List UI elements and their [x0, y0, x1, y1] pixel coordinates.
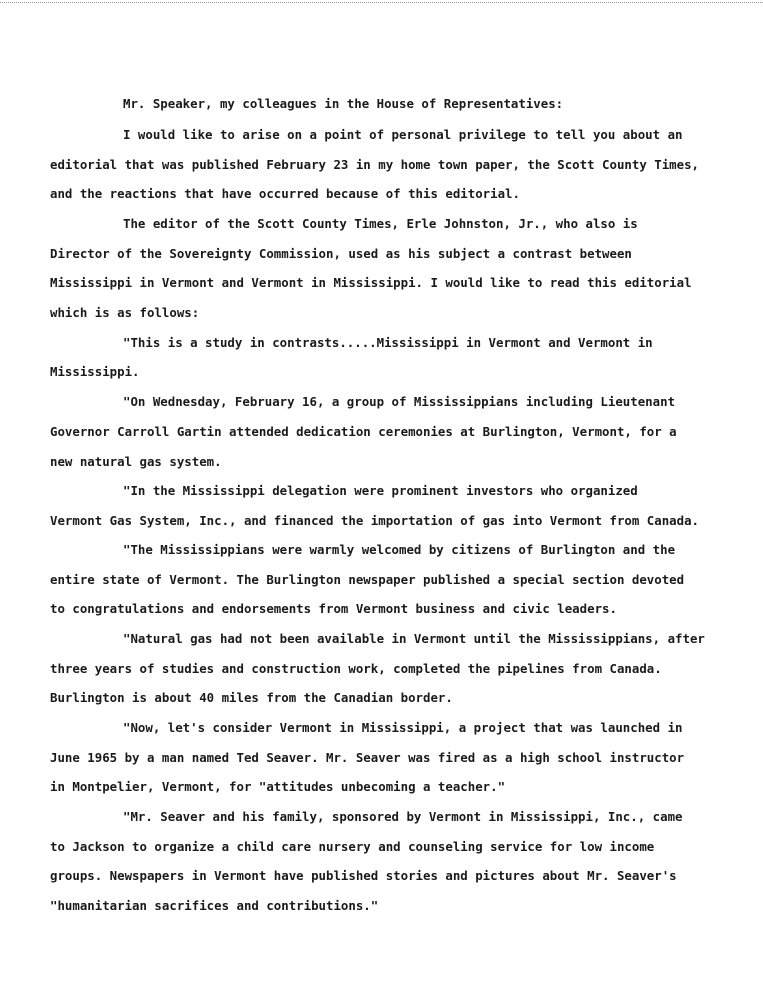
text-line: three years of studies and construction work, completed the pipelines from Canada. [50, 661, 662, 676]
text-line: Vermont Gas System, Inc., and financed the importation of gas into Vermont from Canada. [50, 513, 700, 528]
text-line: "Natural gas had not been available in Vermont until the Mississippians, after [123, 631, 705, 646]
text-line: in Montpelier, Vermont, for "attitudes unbecoming a teacher." [50, 779, 506, 794]
text-line: to Jackson to organize a child care nursery and counseling service for low income [50, 839, 655, 854]
text-line: Mr. Speaker, my colleagues in the House of Representatives: [123, 96, 564, 111]
text-line: Director of the Sovereignty Commission, used as his subject a contrast between [50, 246, 632, 261]
text-line: new natural gas system. [50, 454, 222, 469]
text-line: June 1965 by a man named Ted Seaver. Mr. Seaver was fired as a high school instructor [50, 750, 685, 765]
text-line: "Now, let's consider Vermont in Mississippi, a project that was launched in [123, 720, 683, 735]
text-line: and the reactions that have occurred because of this editorial. [50, 186, 520, 201]
text-line: "Mr. Seaver and his family, sponsored by Vermont in Mississippi, Inc., came [123, 809, 683, 824]
text-line: "On Wednesday, February 16, a group of Mississippians including Lieutenant [123, 394, 676, 409]
text-line: groups. Newspapers in Vermont have published stories and pictures about Mr. Seaver's [50, 868, 677, 883]
text-line: to congratulations and endorsements from Vermont business and civic leaders. [50, 601, 617, 616]
text-line: editorial that was published February 23 in my home town paper, the Scott County Times, [50, 157, 700, 172]
text-line: entire state of Vermont. The Burlington newspaper published a special section devoted [50, 572, 685, 587]
text-line: which is as follows: [50, 305, 200, 320]
text-line: "In the Mississippi delegation were prominent investors who organized [123, 483, 638, 498]
text-line: Mississippi in Vermont and Vermont in Mississippi. I would like to read this editorial [50, 275, 692, 290]
text-line: "This is a study in contrasts.....Mississippi in Vermont and Vermont in [123, 335, 653, 350]
text-line: Burlington is about 40 miles from the Canadian border. [50, 690, 453, 705]
text-line: I would like to arise on a point of personal privilege to tell you about an [123, 127, 683, 142]
text-line: "The Mississippians were warmly welcomed by citizens of Burlington and the [123, 542, 676, 557]
text-line: Governor Carroll Gartin attended dedication ceremonies at Burlington, Vermont, for a [50, 424, 677, 439]
text-line: The editor of the Scott County Times, Erle Johnston, Jr., who also is [123, 216, 638, 231]
text-line: Mississippi. [50, 364, 140, 379]
text-line: "humanitarian sacrifices and contributions." [50, 898, 379, 913]
